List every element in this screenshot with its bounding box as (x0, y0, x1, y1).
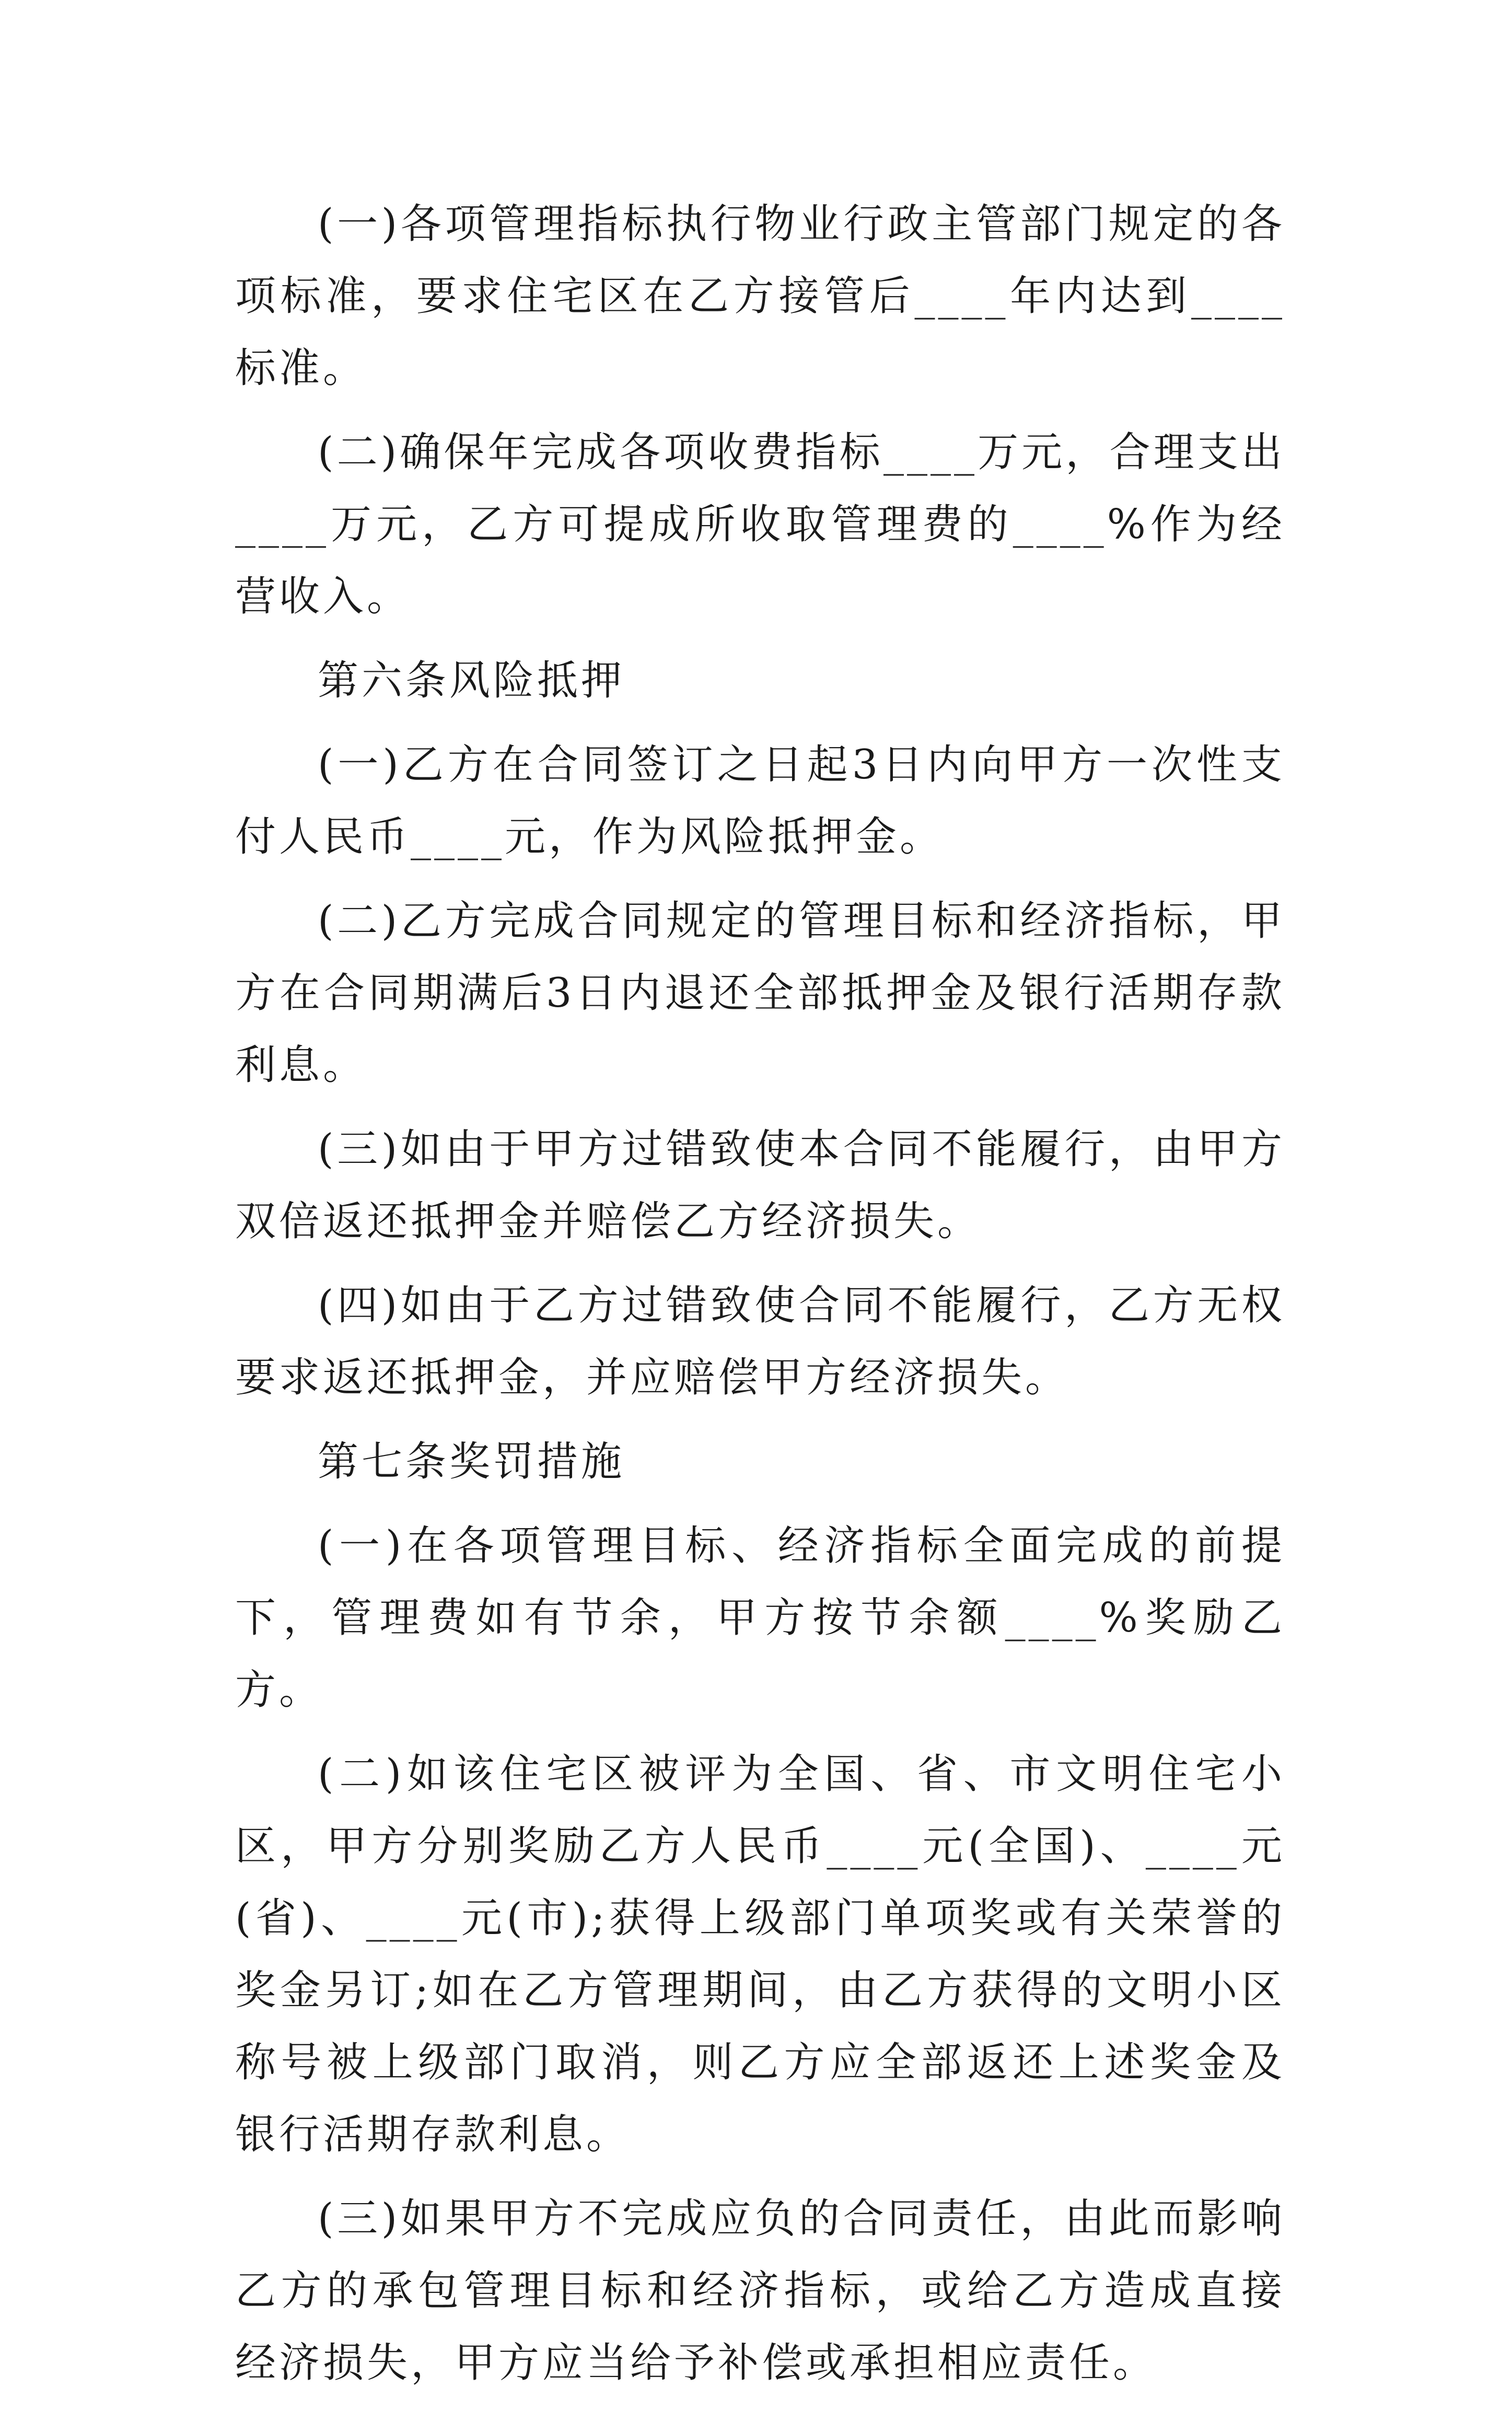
clause-7-2 (235, 1738, 1285, 2171)
blank-field: ____ (914, 273, 1009, 320)
blank-field: ____ (235, 501, 329, 548)
blank-field: ____ (1005, 1594, 1099, 1641)
heading-text: 第七条奖罚措施 (318, 1438, 625, 1485)
text-segment: (二)如该住宅区被评为全国、省、市文明住宅小区，甲方分别奖励乙方人民币 (235, 1751, 1285, 1870)
document-body (235, 188, 1285, 2411)
clause-6-1 (235, 729, 1285, 873)
text-segment: 元(省)、 (235, 1823, 1285, 1942)
text-segment: 元(市);获得上级部门单项奖或有关荣誉的奖金另订;如在乙方管理期间，由乙方获得的文明小区称号被上级部门取消，则乙方应全部返还上述奖金及银行活期存款利息。 (235, 1895, 1285, 2158)
blank-field: ____ (366, 1895, 460, 1942)
article-7-heading (235, 1426, 1285, 1498)
clause-7-1 (235, 1510, 1285, 1726)
text-segment: (一)在各项管理目标、经济指标全面完成的前提下，管理费如有节余，甲方按节余额 (235, 1522, 1285, 1641)
text-segment: %作为经营收入。 (235, 501, 1285, 620)
blank-field: ____ (883, 429, 978, 476)
heading-text: 第六条风险抵押 (318, 657, 625, 704)
text-segment: (四)如由于乙方过错致使合同不能履行，乙方无权要求返还抵押金，并应赔偿甲方经济损失。 (235, 1282, 1285, 1401)
text-segment: 万元，合理支出 (977, 429, 1285, 476)
text-segment: (三)如由于甲方过错致使本合同不能履行，由甲方双倍返还抵押金并赔偿乙方经济损失。 (235, 1126, 1285, 1245)
text-segment: 年内达到 (1008, 273, 1191, 320)
clause-5-2 (235, 416, 1285, 633)
blank-field: ____ (411, 813, 505, 860)
blank-field: ____ (1013, 501, 1107, 548)
text-segment: %奖励乙方。 (235, 1594, 1285, 1714)
text-segment: (二)乙方完成合同规定的管理目标和经济指标，甲方在合同期满后3日内退还全部抵押金及银行活期存款利息。 (235, 898, 1285, 1089)
text-segment: 标准。 (235, 345, 367, 392)
text-segment: 元，作为风险抵押金。 (505, 813, 944, 860)
blank-field: ____ (1145, 1823, 1240, 1870)
clause-5-1 (235, 188, 1285, 404)
text-segment: 元(全国)、 (921, 1823, 1146, 1870)
text-segment: (二)确保年完成各项收费指标 (318, 429, 883, 476)
blank-field: ____ (1191, 273, 1285, 320)
text-segment: (三)如果甲方不完成应负的合同责任，由此而影响乙方的承包管理目标和经济指标，或给乙方造成直接经济损失，甲方应当给予补偿或承担相应责任。 (235, 2195, 1285, 2386)
clause-6-2 (235, 885, 1285, 1101)
blank-field: ____ (827, 1823, 921, 1870)
text-segment: (一)各项管理指标执行物业行政主管部门规定的各项标准，要求住宅区在乙方接管后 (235, 201, 1285, 320)
clause-6-3 (235, 1113, 1285, 1257)
clause-6-4 (235, 1269, 1285, 1414)
text-segment: 万元，乙方可提成所收取管理费的 (329, 501, 1013, 548)
clause-7-3 (235, 2183, 1285, 2399)
article-6-heading (235, 645, 1285, 717)
text-segment: (一)乙方在合同签订之日起3日内向甲方一次性支付人民币 (235, 741, 1285, 860)
